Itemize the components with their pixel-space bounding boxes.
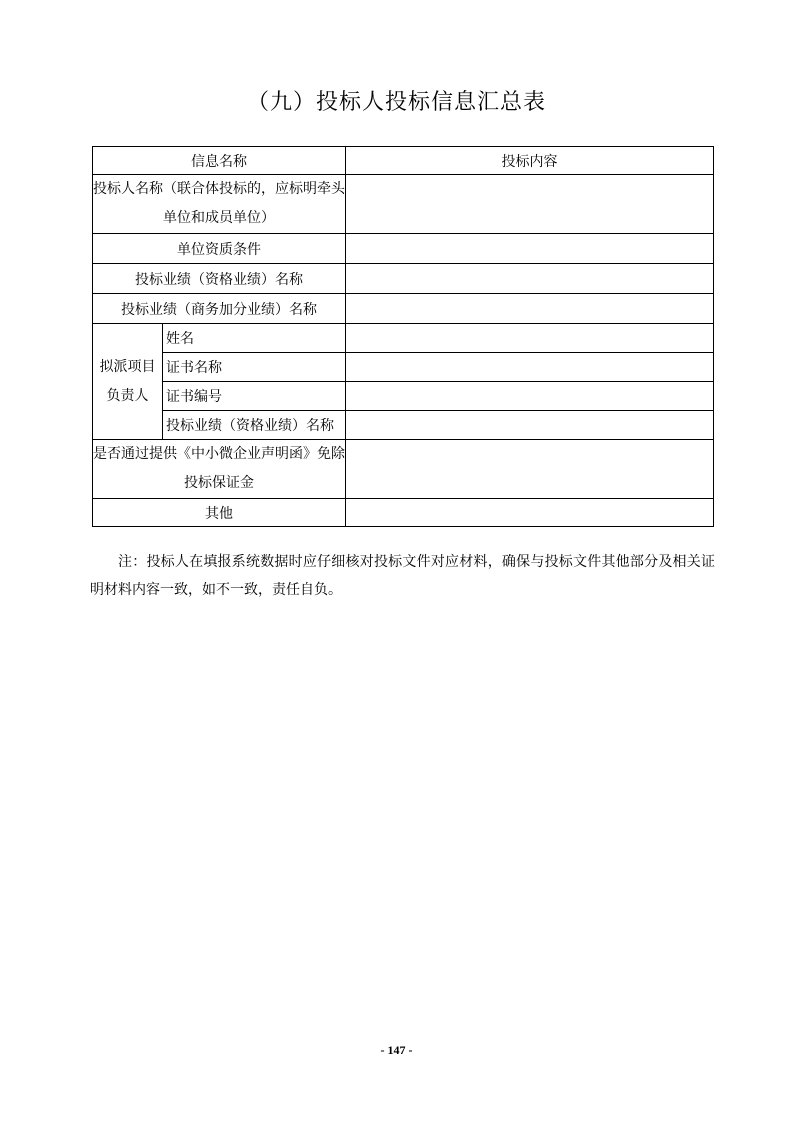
table-row <box>93 264 714 294</box>
cell-deposit-exempt[interactable] <box>346 440 714 499</box>
cell-other[interactable] <box>346 499 714 527</box>
cell-manager-name[interactable] <box>346 324 714 353</box>
table-row <box>93 294 714 324</box>
table-header-row <box>93 147 714 175</box>
row-label-cert-no: 证书编号 <box>163 382 346 411</box>
cell-performance[interactable] <box>346 264 714 294</box>
row-label-business-performance: 投标业绩（商务加分业绩）名称 <box>93 294 346 324</box>
row-label-other: 其他 <box>93 499 346 527</box>
footnote: 注：投标人在填报系统数据时应仔细核对投标文件对应材料，确保与投标文件其他部分及相关证明材料内容一致，如不一致，责任自负。 <box>90 554 715 598</box>
page-number: - 147 - <box>380 1043 413 1057</box>
row-label-manager-performance: 投标业绩（资格业绩）名称 <box>163 411 346 440</box>
cell-manager-performance[interactable] <box>346 411 714 440</box>
table-row <box>93 411 714 440</box>
table-row <box>93 440 714 499</box>
row-label-deposit-exempt: 是否通过提供《中小微企业声明函》免除投标保证金 <box>93 440 346 499</box>
cell-qualification[interactable] <box>346 234 714 264</box>
row-label-project-manager: 拟派项目负责人 <box>93 324 163 440</box>
bid-info-table <box>92 146 714 527</box>
cell-bidder-name[interactable] <box>346 175 714 234</box>
header-bid-content: 投标内容 <box>346 147 714 175</box>
row-label-qualification: 单位资质条件 <box>93 234 346 264</box>
table-row <box>93 175 714 234</box>
page-title: （九）投标人投标信息汇总表 <box>246 90 546 115</box>
table-row <box>93 499 714 527</box>
row-label-performance: 投标业绩（资格业绩）名称 <box>93 264 346 294</box>
table-row <box>93 382 714 411</box>
table-row <box>93 234 714 264</box>
cell-business-performance[interactable] <box>346 294 714 324</box>
cell-cert-no[interactable] <box>346 382 714 411</box>
row-label-cert-name: 证书名称 <box>163 353 346 382</box>
table-row <box>93 353 714 382</box>
header-info-name: 信息名称 <box>93 147 346 175</box>
row-label-manager-name: 姓名 <box>163 324 346 353</box>
cell-cert-name[interactable] <box>346 353 714 382</box>
row-label-bidder-name: 投标人名称（联合体投标的，应标明牵头单位和成员单位） <box>93 175 346 234</box>
table-row <box>93 324 714 353</box>
